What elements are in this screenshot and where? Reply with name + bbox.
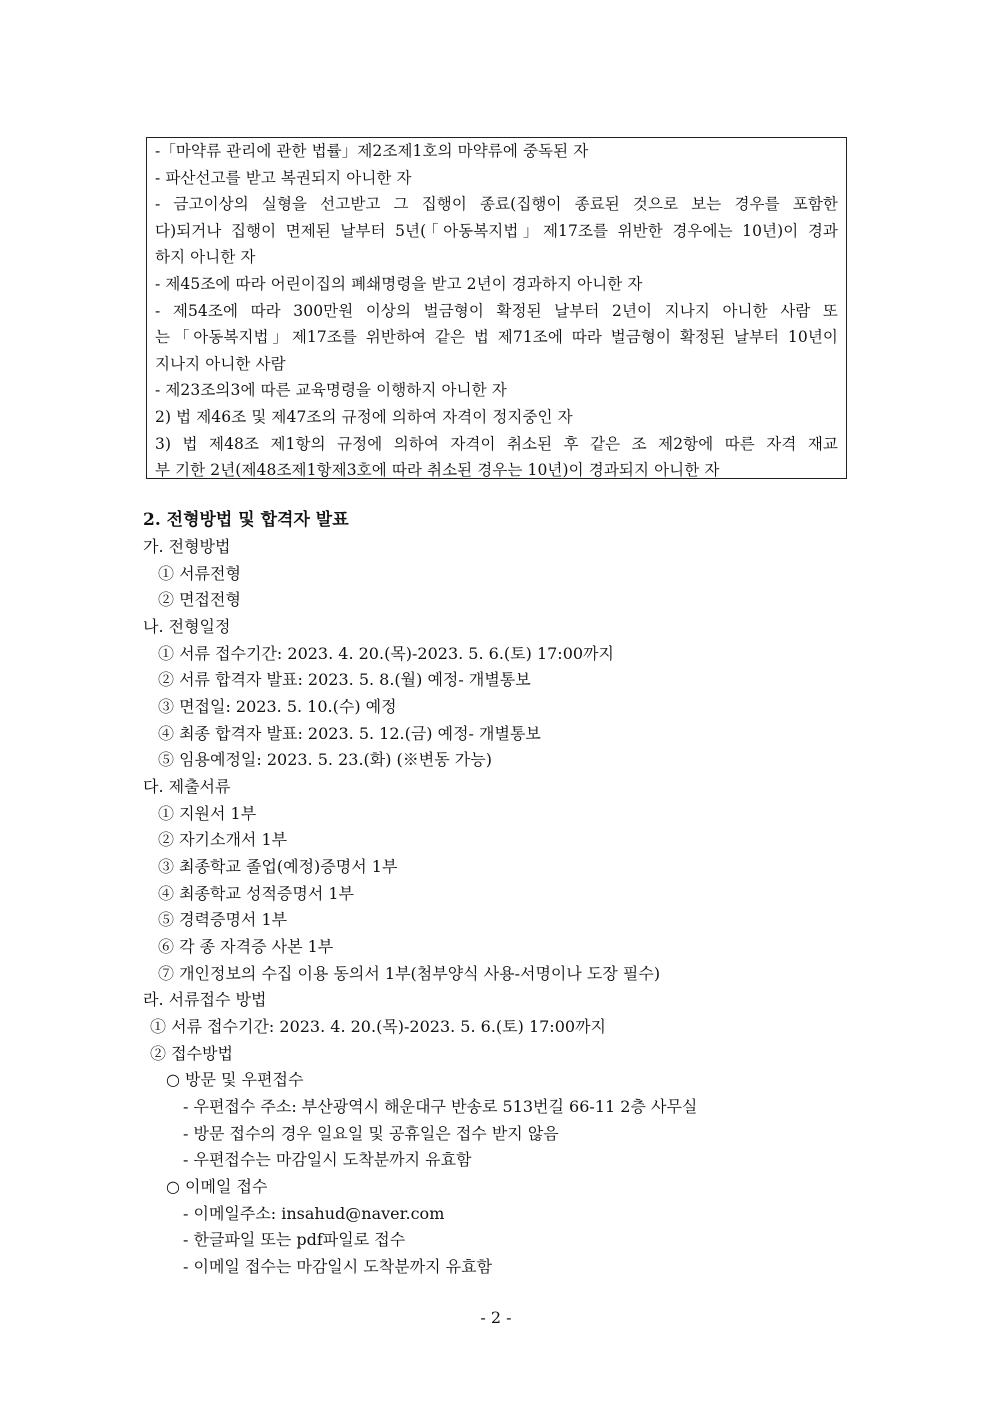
box-line: - 제54조에 따라 300만원 이상의 벌금형이 확정된 날부터 2년이 지나지 아니한 사람 또 [155,301,838,320]
box-line: 하지 아니한 자 [155,248,256,267]
list-item: - 이메일주소: insahud@naver.com [183,1204,445,1223]
box-line: - 제45조에 따라 어린이집의 폐쇄명령을 받고 2년이 경과하지 아니한 자 [155,275,643,293]
box-line: 2) 법 제46조 및 제47조의 규정에 의하여 자격이 정지중인 자 [155,408,573,426]
list-item: ④ 최종 합격자 발표: 2023. 5. 12.(금) 예정- 개별통보 [158,724,541,743]
list-item: ③ 면접일: 2023. 5. 10.(수) 예정 [158,697,397,716]
page-number: - 2 - [480,1308,512,1327]
subheading-ga: 가. 전형방법 [143,537,231,556]
box-line: - 금고이상의 실형을 선고받고 그 집행이 종료(집행이 종료된 것으로 보는 경우를 포함한 [155,195,838,214]
list-item: ④ 최종학교 성적증명서 1부 [158,884,354,903]
list-item: ① 지원서 1부 [158,804,257,823]
email-title: ○ 이메일 접수 [166,1177,268,1196]
list-item: ⑤ 임용예정일: 2023. 5. 23.(화) (※변동 가능) [158,750,492,769]
box-line: 다)되거나 집행이 면제된 날부터 5년(「아동복지법」제17조를 위반한 경우에는 10년)이 경과 [155,221,838,240]
box-line: 3) 법 제48조 제1항의 규정에 의하여 자격이 취소된 후 같은 조 제2항에 따른 자격 재교 [155,434,838,453]
list-item: ② 접수방법 [150,1044,233,1063]
list-item: ⑤ 경력증명서 1부 [158,910,288,929]
list-item: ② 면접전형 [158,590,241,609]
subheading-na: 나. 전형일정 [143,617,231,636]
list-item: - 우편접수 주소: 부산광역시 해운대구 반송로 513번길 66-11 2층 사무실 [183,1097,698,1116]
box-line: -「마약류 관리에 관한 법률」제2조제1호의 마약류에 중독된 자 [155,142,589,160]
list-item: - 한글파일 또는 pdf파일로 접수 [183,1230,406,1249]
list-item: ⑦ 개인정보의 수집 이용 동의서 1부(첨부양식 사용-서명이나 도장 필수) [158,964,661,983]
box-line: - 제23조의3에 따른 교육명령을 이행하지 아니한 자 [155,381,507,400]
list-item: - 우편접수는 마감일시 도착분까지 유효함 [183,1150,472,1169]
list-item: ② 자기소개서 1부 [158,830,288,849]
box-line: - 파산선고를 받고 복권되지 아니한 자 [155,168,412,187]
list-item: ① 서류 접수기간: 2023. 4. 20.(목)-2023. 5. 6.(토) 17:00까지 [158,644,614,663]
list-item: ② 서류 합격자 발표: 2023. 5. 8.(월) 예정- 개별통보 [158,670,531,689]
visit-title: ○ 방문 및 우편접수 [166,1070,304,1089]
box-line: 는「아동복지법」제17조를 위반하여 같은 법 제71조에 따라 벌금형이 확정된 날부터 10년이 [155,328,838,347]
list-item: - 방문 접수의 경우 일요일 및 공휴일은 접수 받지 않음 [183,1124,559,1143]
box-line: 부 기한 2년(제48조제1항제3호에 따라 취소된 경우는 10년)이 경과되지 아니한 자 [155,461,720,480]
box-line: 지나지 아니한 사람 [155,354,286,373]
list-item: ① 서류전형 [158,564,241,583]
disqualification-box [146,137,847,479]
section-heading: 2. 전형방법 및 합격자 발표 [143,510,349,530]
list-item: ③ 최종학교 졸업(예정)증명서 1부 [158,857,398,876]
list-item: ① 서류 접수기간: 2023. 4. 20.(목)-2023. 5. 6.(토) 17:00까지 [150,1017,606,1036]
subheading-da: 다. 제출서류 [143,777,231,796]
list-item: - 이메일 접수는 마감일시 도착분까지 유효함 [183,1257,493,1276]
list-item: ⑥ 각 종 자격증 사본 1부 [158,937,334,956]
subheading-ra: 라. 서류접수 방법 [143,990,267,1009]
